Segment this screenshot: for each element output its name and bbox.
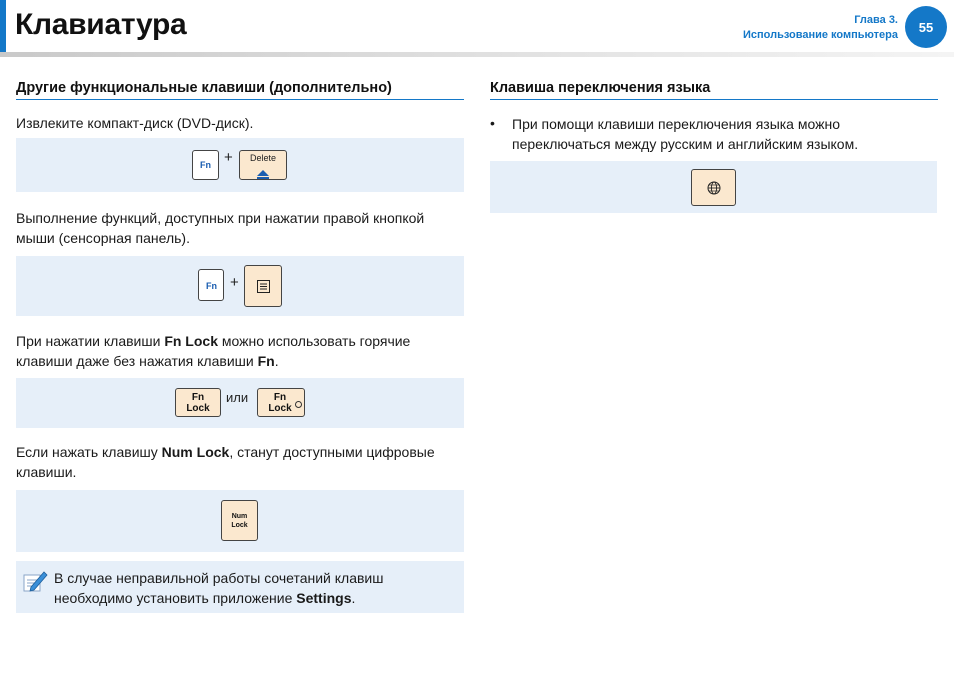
language-key-box [490, 161, 937, 213]
fn-lock-keys-box [16, 378, 464, 428]
bold-num-lock: Num Lock [161, 444, 230, 460]
bullet-marker: • [490, 115, 495, 131]
fn-lock-line1: Fn [273, 392, 287, 403]
eject-description: Извлеките компакт-диск (DVD-диск). [16, 115, 254, 131]
context-menu-description: Выполнение функций, доступных при нажатии правой кнопкой мыши (сенсорная панель). [16, 210, 425, 246]
language-key-description: При помощи клавиши переключения языка можно переключаться между русским и английским языком. [512, 116, 859, 152]
chapter-info [743, 13, 898, 43]
language-key [691, 169, 736, 206]
chapter-number: Глава 3. [854, 14, 898, 26]
num-lock-description [16, 442, 466, 482]
fn-lock-key [175, 388, 221, 417]
page-title: Клавиатура [15, 8, 187, 41]
header-accent-bar [0, 0, 6, 52]
text-segment: можно использовать горячие клавиши даже без нажатия клавиши [16, 333, 411, 369]
fn-key-label: Fn [206, 281, 217, 291]
section-heading-function-keys: Другие функциональные клавиши (дополнительно) [16, 80, 464, 100]
text-segment: , станут доступными цифровые клавиши. [16, 444, 435, 480]
fn-lock-line2: Lock [268, 403, 292, 414]
fn-key-label: Fn [200, 160, 211, 170]
menu-keys-box [16, 256, 464, 316]
header-divider [0, 52, 954, 57]
fn-lock-key-with-led [257, 388, 305, 417]
fn-key [198, 269, 224, 301]
fn-lock-description [16, 331, 466, 371]
delete-key [239, 150, 287, 180]
section-heading-language-key: Клавиша переключения языка [490, 80, 938, 100]
text-segment: . [274, 353, 279, 369]
plus-sign: + [230, 274, 239, 291]
num-lock-keys-box [16, 490, 464, 552]
globe-icon [707, 181, 721, 200]
menu-key [244, 265, 282, 307]
eject-icon [257, 166, 269, 184]
delete-key-label: Delete [249, 153, 276, 163]
note-pencil-icon [22, 569, 48, 600]
fn-key [192, 150, 219, 180]
page-number-badge: 55 [905, 6, 947, 48]
bold-fn-lock: Fn Lock [164, 333, 218, 349]
chapter-title: Использование компьютера [742, 29, 898, 41]
led-indicator-icon [295, 401, 302, 408]
note-box [16, 561, 464, 613]
text-segment: В случае неправильной работы сочетаний клавиш необходимо установить приложение [54, 570, 384, 606]
fn-lock-line1: Fn [191, 392, 205, 403]
text-segment: . [351, 590, 356, 606]
or-text: или [226, 390, 249, 405]
context-menu-icon [257, 280, 270, 298]
num-lock-line1: Num [231, 513, 248, 520]
eject-keys-box [16, 138, 464, 192]
fn-lock-line2: Lock [186, 403, 210, 414]
num-lock-key-label [222, 512, 257, 530]
fn-lock-key-label [176, 392, 220, 414]
num-lock-line2: Lock [231, 522, 248, 529]
bold-settings: Settings [296, 590, 352, 606]
plus-sign: + [224, 149, 233, 166]
bold-fn: Fn [257, 353, 275, 369]
note-text [54, 568, 454, 608]
num-lock-key [221, 500, 258, 541]
text-segment: Если нажать клавишу [16, 444, 162, 460]
text-segment: При нажатии клавиши [16, 333, 165, 349]
